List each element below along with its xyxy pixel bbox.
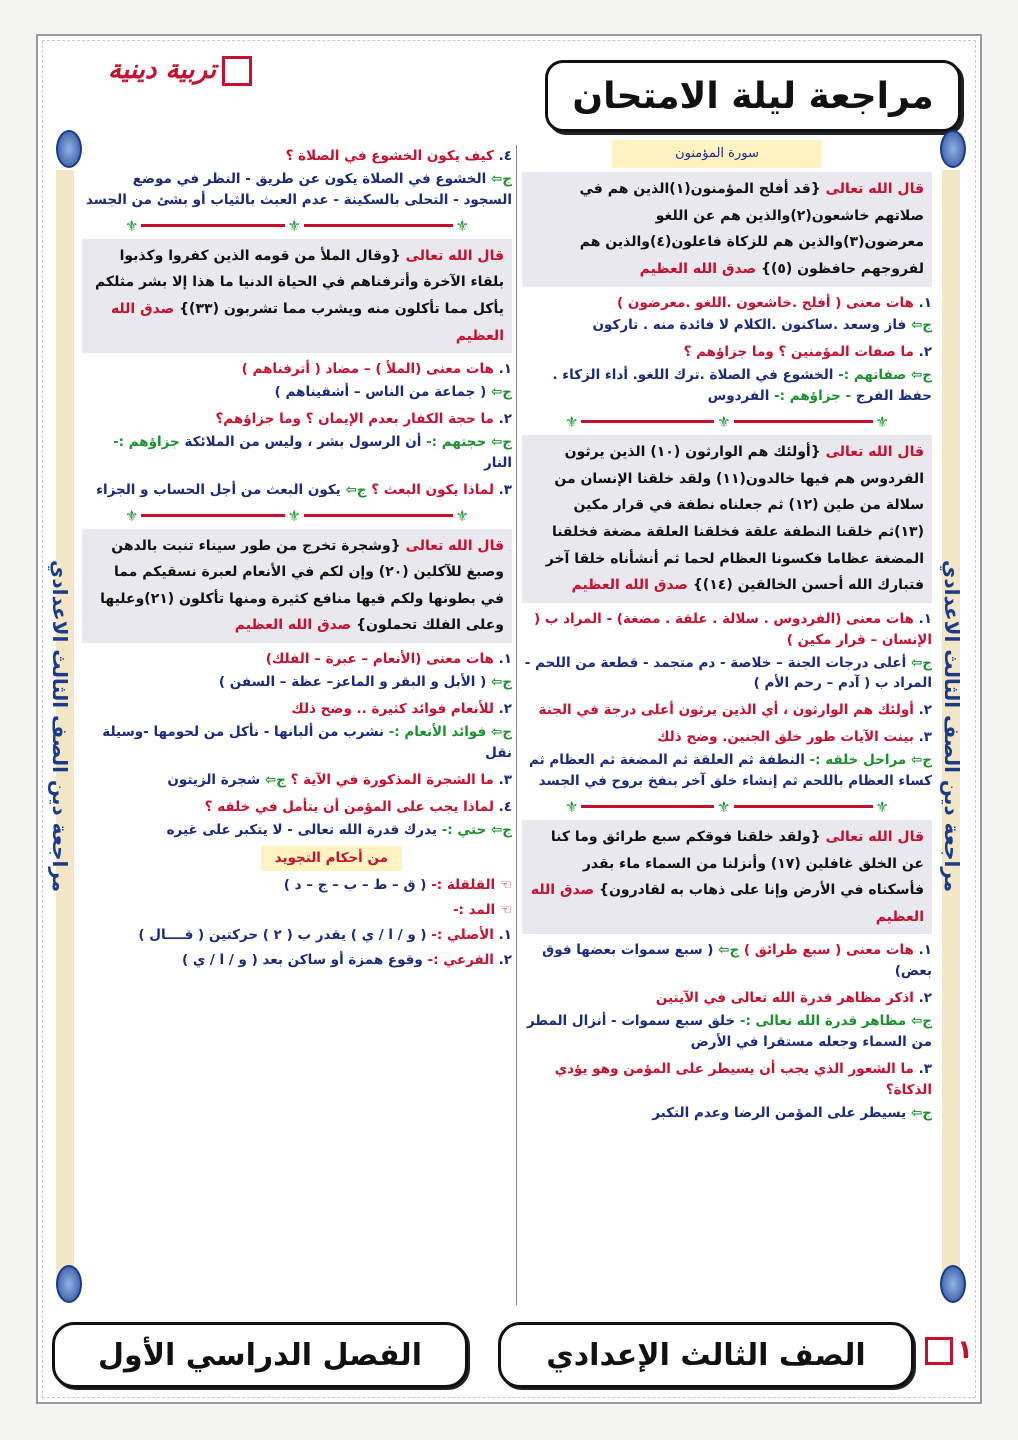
answer-text: شجرة الزيتون	[167, 771, 261, 788]
question-text: ما صفات المؤمنين ؟ وما جزاؤهم ؟	[683, 344, 914, 361]
question	[522, 988, 932, 1009]
answer-marker: ج	[922, 752, 932, 769]
answer	[522, 653, 932, 695]
question	[522, 293, 932, 314]
square-icon	[222, 56, 252, 86]
answer-text: فاز وسعد .ساكنون .الكلام لا فائدة منه . تاركون	[592, 317, 907, 334]
question-number: ٢.	[918, 702, 932, 719]
arrow-icon: ⇦	[910, 752, 923, 769]
arrow-icon: ⇦	[345, 481, 357, 498]
column-divider	[516, 145, 517, 1305]
tajweed-title: من أحكام التجويد	[261, 846, 402, 871]
answer-text: يدرك قدرة الله تعالى - لا يتكبر على غيره	[166, 821, 437, 838]
verse-end: صدق الله العظيم	[234, 617, 352, 634]
hand-icon: ☜	[499, 877, 512, 894]
answer-text: ( جماعة من الناس – أشقيناهم )	[274, 384, 487, 401]
answer-marker: ج	[922, 367, 932, 384]
answer-text: أعلى درجات الجنة – خلاصة - دم متجمد - قطعة من اللحم - المراد ب ( آدم – رحم الأم )	[524, 654, 932, 692]
answer-marker: ج	[922, 1013, 932, 1030]
verse-block	[522, 435, 932, 603]
answer-text: الفردوس	[707, 388, 770, 405]
question-number: ٣.	[498, 771, 512, 788]
lily-icon: ⚜	[453, 215, 472, 238]
answer-label: فوائد الأنعام :-	[388, 723, 487, 740]
lily-icon: ⚜	[873, 411, 892, 434]
question-text: هات معنى (الفردوس . سلالة . علقة . مضغة) - المراد ب ( الإنسان – قرار مكين )	[533, 610, 932, 648]
question-number: ٢.	[498, 410, 512, 427]
ornament-icon	[56, 1265, 82, 1303]
verse-lead: قال الله تعالى	[405, 247, 504, 264]
verse-end: صدق الله العظيم	[639, 260, 757, 277]
question	[522, 1059, 932, 1101]
question-text: هات معنى ( سبع طرائق )	[743, 942, 914, 959]
question-text: ما الشعور الذي يجب أن يسيطر على المؤمن وهو يؤدي الذكاة؟	[554, 1061, 932, 1098]
answer	[82, 672, 512, 693]
question-number: ٣.	[918, 1061, 932, 1078]
question-number: ١.	[918, 610, 932, 627]
lily-icon: ⚜	[453, 505, 472, 528]
answer	[522, 1103, 932, 1124]
verse-end: صدق الله العظيم	[110, 300, 504, 344]
verse-block	[522, 820, 932, 934]
verse-block	[82, 239, 512, 353]
term-label: الفصل الدراسي الأول	[52, 1322, 468, 1388]
question-number: ٣.	[918, 729, 932, 746]
verse-text: {وشجرة تخرج من طور سيناء تنبت بالدهن وصبغ للآكلين (٢٠) وإن لكم في الأنعام لعبرة نسقيكم مما في بطونها ولكم فيها منافع كثيرة ومنها تأكلون (٢١)وعليها وعلى الفلك تحملون}	[100, 537, 504, 634]
verse-block	[82, 529, 512, 643]
tajweed-section	[82, 846, 512, 971]
answer-text: الخشوع في الصلاة .ترك اللغو. أداء الزكاء . حفظ الفرج	[552, 367, 932, 405]
side-label-right: مراجعة دين الصف الثالث الاعدادي	[940, 560, 964, 893]
arrow-icon: ⇦	[490, 821, 503, 838]
arrow-icon: ⇦	[910, 1013, 923, 1030]
answer-label: مظاهر قدرة الله تعالى :-	[739, 1013, 907, 1030]
question	[522, 700, 932, 721]
answer-text: ( سبع سموات بعضها فوق بعض)	[542, 942, 932, 980]
verse-text: {وقال الملأ من قومه الذين كفروا وكذبوا بلقاء الآخرة وأترفناهم في الحياة الدنيا ما هذا إلا بشر مثلكم يأكل مما تأكلون منه ويشرب مما تشربون (٣٣)}	[94, 247, 504, 317]
tajweed-rule	[82, 875, 512, 896]
question-text: ما الشجرة المذكورة في الآية ؟	[290, 771, 494, 788]
answer-marker: ج	[502, 673, 512, 690]
rule-name: القلقلة :-	[431, 877, 496, 894]
question-number: ٣.	[498, 481, 512, 498]
verse-lead: قال الله تعالى	[825, 181, 924, 198]
separator	[122, 215, 472, 235]
question-text: لماذا يكون البعث ؟	[371, 481, 494, 498]
answer	[82, 722, 512, 764]
arrow-icon: ⇦	[910, 1104, 923, 1121]
verse-lead: قال الله تعالى	[405, 537, 504, 554]
question-number: ١.	[918, 942, 932, 959]
answer	[522, 1011, 932, 1053]
verse-end: صدق الله العظيم	[571, 577, 688, 594]
answer	[82, 432, 512, 474]
question-text: للأنعام فوائد كثيرة .. وضح ذلك	[291, 700, 494, 717]
rule-name: الأصلي :-	[431, 927, 494, 944]
ornament-icon	[56, 130, 82, 168]
arrow-icon: ⇦	[910, 317, 923, 334]
side-label-left: مراجعة دين الصف الثالث الاعدادي	[48, 560, 72, 893]
rule-number: ١.	[498, 927, 512, 944]
question	[82, 770, 512, 791]
arrow-icon: ⇦	[490, 433, 503, 450]
verse-text: {أولئك هم الوارثون (١٠) الذين يرثون الفردوس هم فيها خالدون(١١) ولقد خلقنا الإنسان من سلالة من طين (١٢) ثم جعلناه نطفة في قرار مكين (١٣)ثم خلقنا النطفة علقة فخلقنا العلقة مضغة فخلقنا المضغة عظاما فكسونا العظام لحما ثم أنشأناه خلقا آخر فتبارك الله أحسن الخالقين (١٤)}	[545, 444, 924, 594]
tajweed-rule	[82, 950, 512, 971]
answer-marker: ج	[729, 942, 740, 959]
answer-marker: ج	[502, 433, 512, 450]
question	[522, 727, 932, 748]
question-text: ما حجة الكفار بعدم الإيمان ؟ وما جزاؤهم؟	[215, 410, 494, 427]
answer-label: حجتهم :-	[426, 433, 487, 450]
question	[82, 797, 512, 818]
question	[82, 146, 512, 167]
rule-value: ( و / ا / ي ) يقدر ب ( ٢ ) حركتين ( قــــال )	[138, 927, 427, 944]
answer-text: النار	[483, 454, 512, 471]
answer	[522, 365, 932, 407]
lily-icon: ⚜	[122, 215, 141, 238]
answer-marker: ج	[502, 723, 512, 740]
answer-text: يسيطر على المؤمن الرضا وعدم التكبر	[652, 1104, 907, 1121]
arrow-icon: ⇦	[718, 942, 730, 959]
answer-text: نشرب من ألبانها - نأكل من لحومها -وسيلة نقل	[102, 723, 512, 761]
question-text: هات معنى (الملأ ) – مضاد ( أترفناهم )	[241, 361, 494, 378]
arrow-icon: ⇦	[490, 723, 503, 740]
question-text: لماذا يجب على المؤمن أن يتأمل في خلقه ؟	[204, 798, 494, 815]
question-number: ٤.	[498, 798, 512, 815]
answer-label: - جزاؤهم :-	[774, 388, 852, 405]
separator	[122, 505, 472, 525]
answer-text: ( الأبل و البقر و الماعز– عظة – السفن )	[218, 673, 487, 690]
arrow-icon: ⇦	[264, 771, 277, 788]
lily-icon: ⚜	[714, 796, 733, 819]
rule-name: المد :-	[452, 902, 496, 919]
answer-label: حتي :-	[441, 821, 487, 838]
ornament-icon	[940, 130, 966, 168]
page-number-text: ١	[957, 1335, 973, 1365]
lily-icon: ⚜	[285, 505, 304, 528]
answer-text: يكون البعث من أجل الحساب و الجزاء	[96, 481, 341, 498]
separator	[562, 796, 892, 816]
surah-title: سورة المؤمنون	[612, 140, 822, 168]
rule-value: ( ق – ط – ب – ج – د )	[283, 877, 427, 894]
verse-lead: قال الله تعالى	[825, 444, 924, 461]
answer	[82, 169, 512, 211]
answer-text: النطفة ثم العلقة ثم المضغة ثم العظام ثم كساء العظام باللحم ثم إنشاء خلق آخر بنفخ بروح في الجسد	[529, 752, 932, 790]
arrow-icon: ⇦	[910, 654, 923, 671]
question-text: اذكر مظاهر قدرة الله تعالى في الآيتين	[655, 990, 914, 1007]
question-text: أولئك هم الوارثون ، أي الذين يرثون أعلى درجة في الجنة	[538, 702, 914, 719]
question-number: ٢.	[918, 344, 932, 361]
answer-marker: ج	[502, 821, 512, 838]
verse-text: {قد أفلح المؤمنون(١)الذين هم في صلاتهم خاشعون(٢)والذين هم عن اللغو معرضون(٣)والذين هم للزكاة فاعلون(٤)والذين هم لفروجهم حافظون (٥)}	[579, 181, 924, 277]
page-title: مراجعة ليلة الامتحان	[545, 60, 961, 132]
answer	[82, 382, 512, 403]
answer	[522, 315, 932, 336]
answer-marker: ج	[356, 481, 367, 498]
answer-label: جزاؤهم :-	[112, 433, 180, 450]
square-icon	[925, 1337, 953, 1365]
question-text: هات معنى ( أفلح .خاشعون .اللغو .معرضون )	[617, 294, 914, 311]
question-number: ٢.	[918, 990, 932, 1007]
question-number: ٤.	[498, 148, 512, 164]
tajweed-rule	[82, 900, 512, 921]
subject-text: تربية دينية	[108, 55, 217, 85]
question-number: ١.	[498, 651, 512, 668]
question-text: بينت الآيات طور خلق الجنين. وضح ذلك	[657, 729, 914, 746]
verse-end: صدق الله العظيم	[530, 882, 924, 925]
verse-block	[522, 172, 932, 286]
lily-icon: ⚜	[873, 796, 892, 819]
answer	[522, 750, 932, 792]
lily-icon: ⚜	[562, 796, 581, 819]
question	[82, 409, 512, 430]
verse-text: {ولقد خلقنا فوقكم سبع طرائق وما كنا عن الخلق غافلين (١٧) وأنزلنا من السماء ماء بقدر فأسكناه في الأرض وإنا على ذهاب به لقادرون}	[550, 829, 924, 899]
lily-icon: ⚜	[122, 505, 141, 528]
rule-value: وقوع همزة أو ساكن بعد ( و / ا / ي )	[181, 952, 423, 969]
arrow-icon: ⇦	[490, 170, 503, 187]
rule-number: ٢.	[498, 952, 512, 969]
question	[82, 699, 512, 720]
lily-icon: ⚜	[714, 411, 733, 434]
question	[522, 342, 932, 363]
question	[522, 609, 932, 651]
answer-text: الخشوع في الصلاة يكون عن طريق - النظر في موضع السجود - التحلى بالسكينة - عدم العبث بالثياب أو بشئ من الجسد	[85, 170, 512, 208]
verse-lead: قال الله تعالى	[825, 829, 924, 846]
arrow-icon: ⇦	[490, 384, 503, 401]
question	[82, 480, 512, 501]
question	[522, 940, 932, 982]
ornament-icon	[940, 1265, 966, 1303]
lily-icon: ⚜	[562, 411, 581, 434]
answer-label: مراحل خلقه :-	[809, 752, 907, 769]
question	[82, 359, 512, 380]
lily-icon: ⚜	[285, 215, 304, 238]
subject-label	[108, 55, 252, 86]
answer-marker: ج	[922, 654, 932, 671]
answer	[82, 820, 512, 841]
answer-marker: ج	[502, 170, 512, 187]
answer-marker: ج	[922, 1104, 932, 1121]
question-number: ٢.	[498, 700, 512, 717]
page-number	[925, 1335, 973, 1365]
answer-label: صفاتهم :-	[838, 367, 907, 384]
answer-marker: ج	[276, 771, 286, 788]
question	[82, 649, 512, 670]
separator	[562, 411, 892, 431]
question-text: هات معنى (الأنعام – عبرة – الفلك)	[265, 651, 494, 668]
right-column	[522, 140, 932, 1305]
answer-text: خلق سبع سموات - أنزال المطر من السماء وجعله مستقرا في الأرض	[526, 1013, 932, 1051]
answer-marker: ج	[502, 384, 512, 401]
answer-marker: ج	[922, 317, 932, 334]
answer-text: أن الرسول بشر ، وليس من الملائكة	[184, 433, 422, 450]
question-number: ١.	[498, 361, 512, 378]
question-text: كيف يكون الخشوع في الصلاة ؟	[285, 148, 494, 164]
left-column	[82, 140, 512, 1305]
arrow-icon: ⇦	[490, 673, 503, 690]
hand-icon: ☜	[499, 902, 512, 919]
grade-label: الصف الثالث الإعدادي	[498, 1322, 914, 1388]
tajweed-rule	[82, 925, 512, 946]
rule-name: الفرعي :-	[427, 952, 494, 969]
arrow-icon: ⇦	[910, 367, 923, 384]
question-number: ١.	[918, 294, 932, 311]
